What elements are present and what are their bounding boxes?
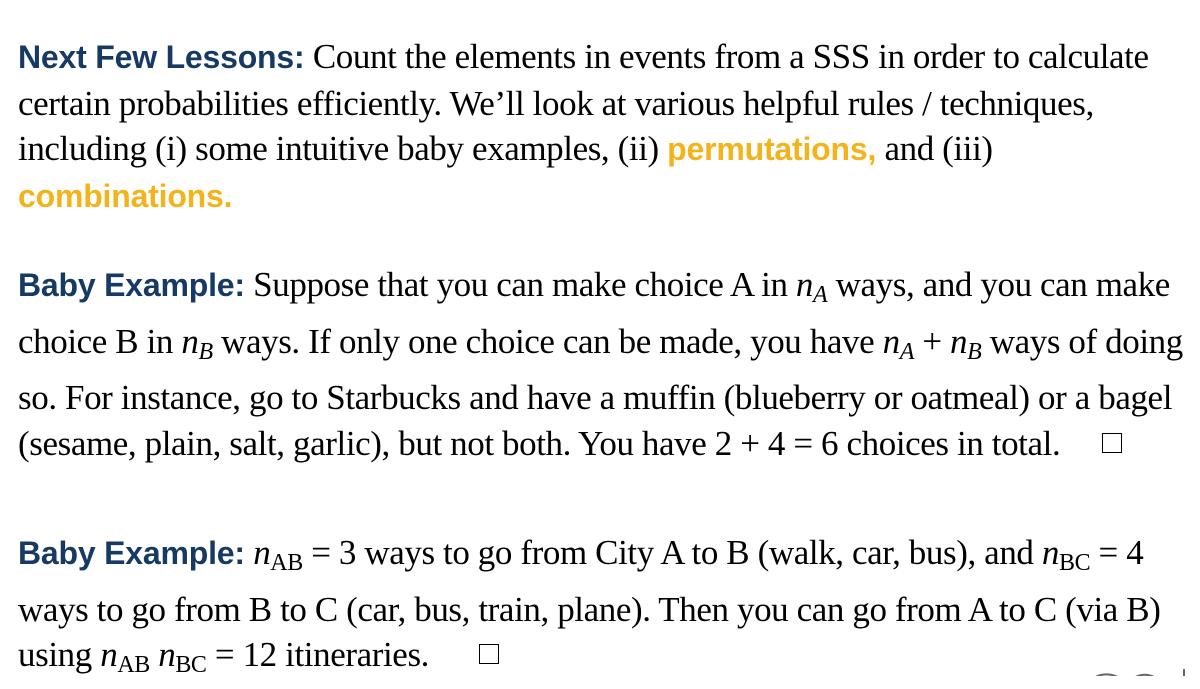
text: Count the elements in events from a SSS in order to calculate certain probabilities efficiently. We’ll look at various helpful rules / techniques, including (i) some intuitive baby examples, (ii) (18, 37, 1149, 168)
math-n-bc: nBC (1041, 533, 1091, 576)
paragraph-baby-example-sum (18, 262, 1188, 466)
text: = 12 itineraries. (206, 635, 430, 674)
highlight-permutations: permutations, (667, 131, 877, 167)
text: ways of doing so. For instance, go to Starbucks and have a muffin (blueberry or oatmeal) or a bagel (sesame, plain, salt, garlic), but not both. You have 2 + 4 = 6 choices in total. (18, 321, 1183, 463)
highlight-combinations: combinations. (18, 177, 233, 214)
text: = 3 ways to go from City A to B (walk, car, bus), and (302, 533, 1042, 572)
clipped-decoration-icon (1084, 666, 1194, 676)
paragraph-baby-example-product (18, 530, 1188, 689)
qed-square-icon (1102, 433, 1122, 453)
text: = 4 ways to go from B to C (car, bus, train, plane). Then you can go from A to C (via B) using (18, 533, 1161, 674)
heading-next-few-lessons: Next Few Lessons: (18, 39, 305, 75)
text: ways. If only one choice can be made, you have (212, 321, 883, 361)
heading-baby-example: Baby Example: (18, 267, 245, 303)
heading-baby-example: Baby Example: (18, 535, 245, 571)
paragraph-next-lessons (18, 34, 1188, 219)
math-n-a-plus-n-b: $n_A + n_B$ (882, 321, 982, 365)
math-n-ab-n-bc: nAB nBC (100, 635, 207, 678)
math-n-b: $n_B$ (181, 321, 213, 365)
math-n-ab: nAB (253, 533, 303, 576)
text: and (iii) (876, 129, 993, 168)
text: Suppose that you can make choice A in (244, 265, 796, 304)
text: ways, and you can make choice B in (18, 265, 1170, 361)
qed-square-icon (479, 644, 499, 664)
math-n-a: $n_A$ (795, 265, 828, 308)
